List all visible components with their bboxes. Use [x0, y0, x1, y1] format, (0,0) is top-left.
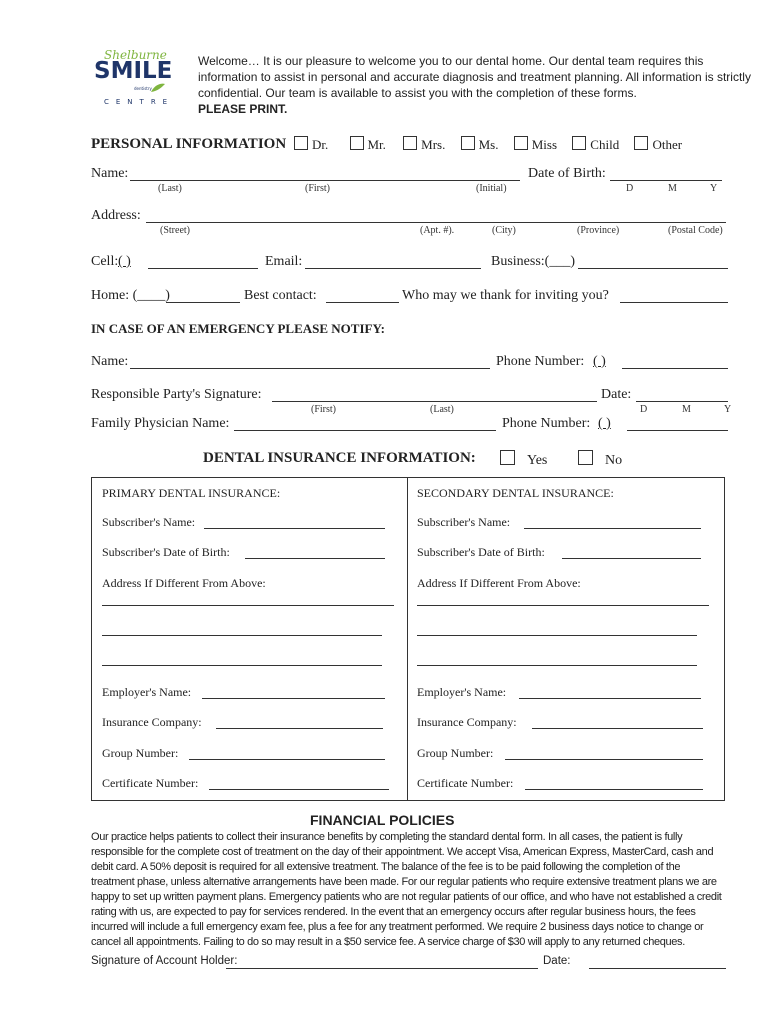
title-option-mrs[interactable]: Mrs. — [403, 137, 445, 152]
logo-small-text: dentistry — [134, 86, 152, 91]
secondary-subscriber-dob-field[interactable] — [562, 558, 701, 559]
address-sub-province: (Province) — [577, 225, 620, 236]
name-label: Name: — [91, 166, 129, 181]
secondary-subscriber-name-field[interactable] — [524, 528, 701, 529]
primary-certificate-label: Certificate Number: — [102, 776, 199, 790]
financial-line-1: Our practice helps patients to collect their insurance benefits by completing the standard dental form. In all cases, the patient is fully — [91, 831, 683, 843]
emergency-name-field[interactable] — [130, 368, 490, 369]
welcome-line-2: information to assist in personal and accurate diagnosis and treatment planning. All information is strictly — [198, 70, 751, 84]
name-sub-first: (First) — [305, 183, 330, 194]
financial-line-7: incurred will include a full emergency exam fee, plus a fee for any treatment performed. We require 2 business days notice to change or — [91, 921, 704, 933]
physician-phone-field[interactable] — [627, 430, 728, 431]
best-contact-field[interactable] — [326, 302, 399, 303]
cell-label: Cell: — [91, 254, 119, 269]
primary-title: PRIMARY DENTAL INSURANCE: — [102, 486, 281, 500]
secondary-company-field[interactable] — [532, 728, 703, 729]
checkbox-ms[interactable] — [461, 136, 475, 150]
checkbox-insurance-no[interactable] — [578, 450, 593, 465]
address-field[interactable] — [146, 222, 726, 223]
secondary-title: SECONDARY DENTAL INSURANCE: — [417, 486, 614, 500]
dob-sub-y: Y — [710, 183, 718, 194]
name-sub-last: (Last) — [158, 183, 182, 194]
emergency-heading: IN CASE OF AN EMERGENCY PLEASE NOTIFY: — [91, 321, 385, 336]
signature-field[interactable] — [226, 968, 538, 969]
welcome-line-3: confidential. Our team is available to assist you with the completion of these forms. — [198, 86, 637, 100]
emergency-phone-paren: ( ) — [593, 354, 606, 369]
business-label: Business:(___) — [491, 254, 575, 269]
cell-field[interactable] — [148, 268, 258, 269]
thank-label: Who may we thank for inviting you? — [402, 288, 609, 303]
signature-date-label: Date: — [543, 955, 571, 967]
secondary-address-line-2[interactable] — [417, 635, 697, 636]
logo — [92, 48, 180, 118]
best-contact-label: Best contact: — [244, 288, 317, 303]
secondary-certificate-label: Certificate Number: — [417, 776, 514, 790]
primary-group-field[interactable] — [189, 759, 385, 760]
primary-subscriber-name-field[interactable] — [204, 528, 385, 529]
checkbox-insurance-yes[interactable] — [500, 450, 515, 465]
email-field[interactable] — [305, 268, 481, 269]
name-sub-initial: (Initial) — [476, 183, 507, 194]
home-field[interactable] — [166, 302, 240, 303]
home-label: Home: (____) — [91, 288, 170, 303]
logo-bottom-text: CENTRE — [104, 98, 175, 106]
title-option-mr[interactable]: Mr. — [350, 137, 386, 152]
secondary-group-label: Group Number: — [417, 746, 494, 760]
physician-field[interactable] — [234, 430, 496, 431]
emergency-name-label: Name: — [91, 354, 129, 369]
secondary-certificate-field[interactable] — [525, 789, 703, 790]
primary-address-label: Address If Different From Above: — [102, 576, 266, 590]
name-field[interactable] — [130, 180, 520, 181]
physician-phone-label: Phone Number: — [502, 416, 591, 431]
secondary-subscriber-name-label: Subscriber's Name: — [417, 515, 511, 529]
checkbox-child[interactable] — [572, 136, 586, 150]
primary-certificate-field[interactable] — [209, 789, 389, 790]
financial-line-3: debit card. A 50% deposit is required for all extensive treatment. The balance of the fee is to be paid following the completion of the — [91, 861, 681, 873]
checkbox-mrs[interactable] — [403, 136, 417, 150]
welcome-line-4: PLEASE PRINT. — [198, 102, 288, 116]
title-options — [294, 136, 682, 153]
primary-company-field[interactable] — [216, 728, 383, 729]
primary-employer-label: Employer's Name: — [102, 685, 192, 699]
dob-sub-m: M — [668, 183, 677, 194]
primary-subscriber-name-label: Subscriber's Name: — [102, 515, 196, 529]
logo-top-text: Shelburne — [104, 48, 167, 62]
primary-employer-field[interactable] — [202, 698, 385, 699]
address-sub-postal: (Postal Code) — [668, 225, 723, 236]
resp-sub-last: (Last) — [430, 404, 454, 415]
financial-heading: FINANCIAL POLICIES — [310, 812, 455, 828]
secondary-address-label: Address If Different From Above: — [417, 576, 581, 590]
physician-label: Family Physician Name: — [91, 416, 230, 431]
primary-company-label: Insurance Company: — [102, 715, 202, 729]
insurance-divider — [407, 478, 408, 800]
primary-group-label: Group Number: — [102, 746, 179, 760]
address-sub-city: (City) — [492, 225, 516, 236]
title-option-miss[interactable]: Miss — [514, 137, 557, 152]
address-label: Address: — [91, 208, 141, 223]
financial-line-4: treatment phase, unless alternative arrangements have been made. For our regular patients who require extensive treatment plans we are — [91, 876, 717, 888]
primary-address-line-1[interactable] — [102, 605, 394, 606]
dob-field[interactable] — [610, 180, 722, 181]
resp-date-sub-m: M — [682, 404, 691, 415]
insurance-yes-option[interactable]: Yes — [500, 450, 547, 469]
primary-address-line-3[interactable] — [102, 665, 382, 666]
insurance-heading: DENTAL INSURANCE INFORMATION: — [203, 450, 476, 466]
resp-date-sub-d: D — [640, 404, 648, 415]
title-option-dr[interactable]: Dr. — [294, 137, 328, 152]
title-option-other[interactable]: Other — [634, 137, 682, 152]
physician-phone-paren: ( ) — [598, 416, 611, 431]
financial-body — [91, 830, 722, 950]
secondary-address-line-3[interactable] — [417, 665, 697, 666]
secondary-employer-field[interactable] — [519, 698, 701, 699]
insurance-no-option[interactable]: No — [578, 450, 622, 469]
logo-main-text: SMILE — [94, 58, 173, 84]
dob-label: Date of Birth: — [528, 166, 606, 181]
resp-sub-first: (First) — [311, 404, 336, 415]
financial-line-6: rating with us, are expected to pay for services rendered. In the event that an emergency occurs after regular business hours, the fees — [91, 906, 696, 918]
cell-paren: ( ) — [118, 254, 131, 269]
secondary-group-field[interactable] — [505, 759, 703, 760]
signature-label: Signature of Account Holder: — [91, 955, 238, 967]
checkbox-other[interactable] — [634, 136, 648, 150]
financial-line-8: cancel all appointments. Failing to do so may result in a $50 service fee. A service charge of $30 will apply to any returned cheques. — [91, 936, 685, 948]
email-label: Email: — [265, 254, 303, 269]
financial-line-5: happy to set up written payment plans. Emergency patients who are not regular patients of our office, and who have not established a credit — [91, 891, 722, 903]
resp-label: Responsible Party's Signature: — [91, 387, 262, 402]
secondary-employer-label: Employer's Name: — [417, 685, 507, 699]
thank-field[interactable] — [620, 302, 728, 303]
address-sub-apt: (Apt. #). — [420, 225, 455, 236]
title-option-ms[interactable]: Ms. — [461, 137, 499, 152]
primary-subscriber-dob-label: Subscriber's Date of Birth: — [102, 545, 230, 559]
checkbox-mr[interactable] — [350, 136, 364, 150]
welcome-line-1: Welcome… It is our pleasure to welcome you to our dental home. Our dental team requires this — [198, 54, 704, 68]
secondary-subscriber-dob-label: Subscriber's Date of Birth: — [417, 545, 545, 559]
insurance-box — [91, 477, 725, 801]
secondary-address-line-1[interactable] — [417, 605, 709, 606]
leaf-icon — [150, 83, 166, 93]
resp-date-field[interactable] — [636, 401, 728, 402]
resp-date-sub-y: Y — [724, 404, 732, 415]
financial-line-2: responsible for the complete cost of treatment on the day of their appointment. We accept Visa, American Express, MasterCard, cash and — [91, 846, 714, 858]
emergency-phone-label: Phone Number: — [496, 354, 585, 369]
checkbox-miss[interactable] — [514, 136, 528, 150]
secondary-company-label: Insurance Company: — [417, 715, 517, 729]
business-field[interactable] — [578, 268, 728, 269]
title-option-child[interactable]: Child — [572, 137, 619, 152]
primary-subscriber-dob-field[interactable] — [245, 558, 385, 559]
signature-date-field[interactable] — [589, 968, 726, 969]
checkbox-dr[interactable] — [294, 136, 308, 150]
resp-date-label: Date: — [601, 387, 632, 402]
address-sub-street: (Street) — [160, 225, 190, 236]
personal-heading: PERSONAL INFORMATION — [91, 136, 287, 152]
emergency-phone-field[interactable] — [622, 368, 728, 369]
welcome-text — [198, 53, 751, 117]
dob-sub-d: D — [626, 183, 634, 194]
resp-field[interactable] — [272, 401, 597, 402]
primary-address-line-2[interactable] — [102, 635, 382, 636]
